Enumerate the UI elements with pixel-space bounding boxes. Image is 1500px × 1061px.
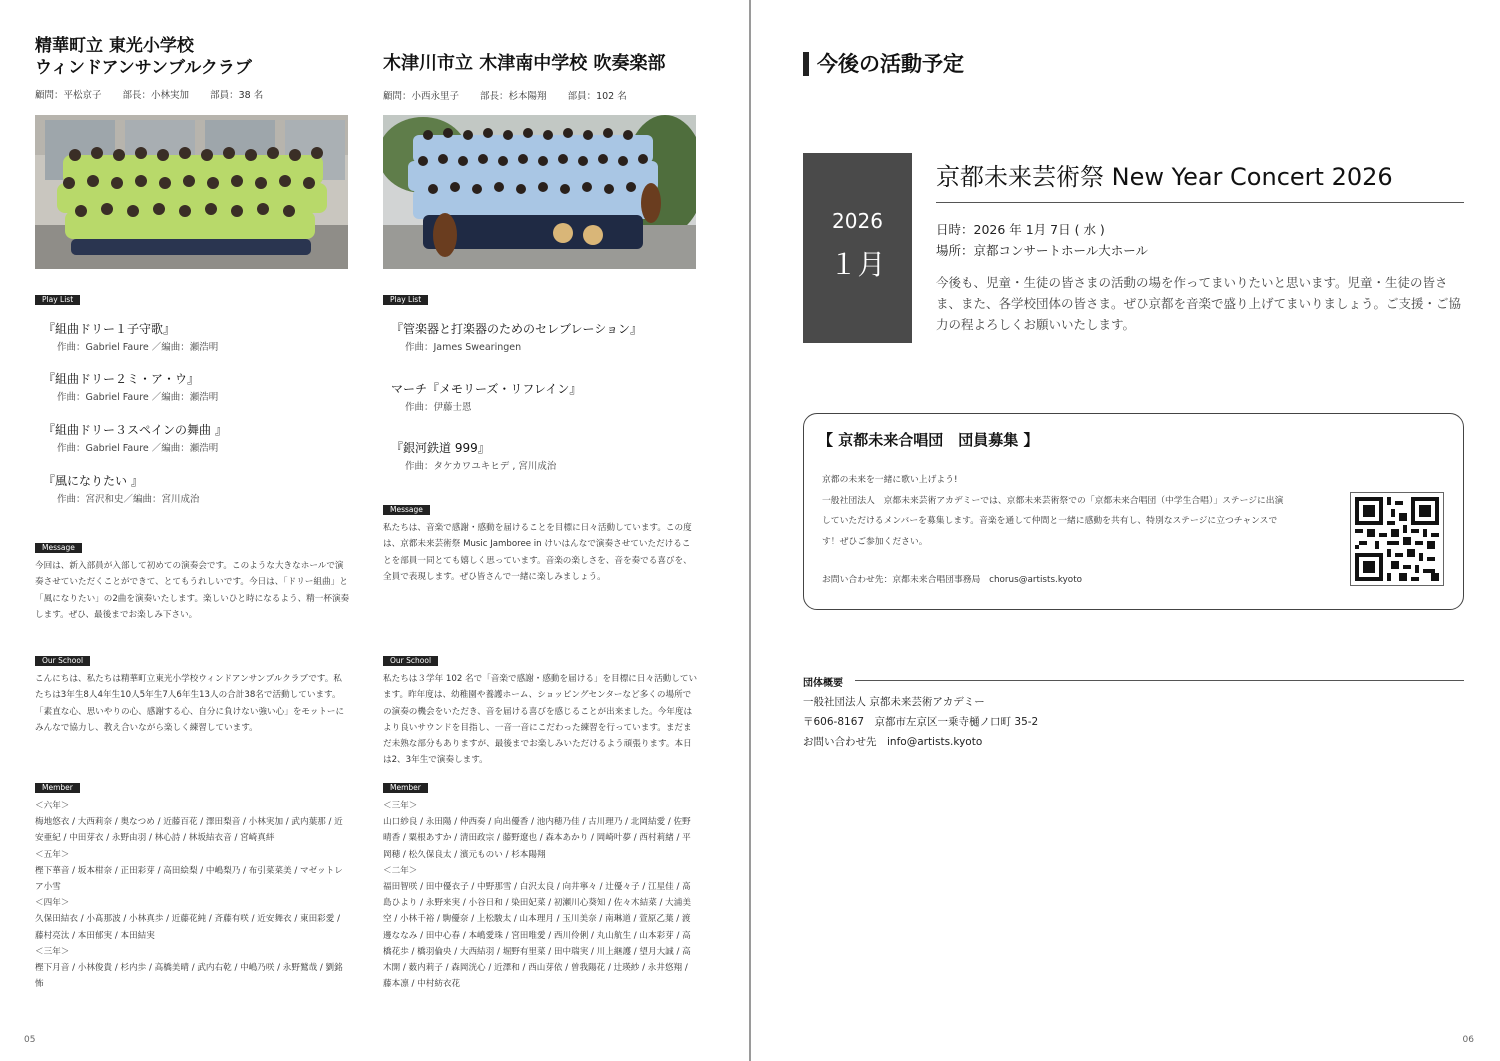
band1-member-tag: Member <box>35 783 80 793</box>
band1-message-tag: Message <box>35 543 82 553</box>
event-title: 京都未来芸術祭 New Year Concert 2026 <box>936 163 1393 191</box>
event-year: 2026 <box>832 209 883 233</box>
recruitment-body: 京都の未来を一緒に歌い上げよう! 一般社団法人 京都未来芸術アカデミーでは、京都未来芸術祭での「京都未来合唱団（中学生合唱）」ステージに出演していただけるメンバーを募集します。音楽を通して仲間と一緒に感動を共有し、特別なステージに立つチャンスです！ぜひご参加ください。 <box>822 475 1284 547</box>
band1-member-list: ＜六年＞ 梅地悠衣 / 大西莉奈 / 奥なつめ / 近藤百花 / 澤田梨音 / 小林実加 / 武内葉那 / 近安亜紀 / 中田芽衣 / 永野由羽 / 林心詩 / 林坂結衣音 / 宮崎真絆 ＜五年＞ 樫下華音 / 坂本柑奈 / 正田彩芽 / 高田絵梨 / 中嶋梨乃 / 布引菜菜美 / マゼットレア小雪 ＜四年＞ 久保田結衣 / 小髙那波 / 小林真歩 / 近藤花純 / 斉藤有咲 / 近安舞衣 / 東田彩愛 / 藤村亮汰 / 本田郁実 / 本田結実 ＜三年＞ 樫下月音 / 小林俊貴 / 杉内歩 / 高橋美晴 / 武内右乾 / 中嶋乃咲 / 永野鷲哉 / 劉銘怖 <box>35 801 343 990</box>
organization-address: 〒606-8167 京都市左京区一乗寺樋ノ口町 35-2 <box>803 716 1039 728</box>
band1-message-text: 今回は、新入部員が入部して初めての演奏会です。このような大きなホールで演奏させていただくことができて、とてもうれしいです。今日は、「ドリー組曲」と「風になりたい」の2曲を演奏いたします。楽しいひと時になるよう、精一杯演奏します。ぜひ、最後までお楽しみ下さい。 <box>35 561 350 620</box>
band1-title: 精華町立 東光小学校 ウィンドアンサンブルクラブ <box>35 36 252 78</box>
band2-song: 『銀河鉄道 999』 作曲：タケカワユキヒデ , 宮川成治 <box>391 441 557 472</box>
band1-group-photo <box>35 115 348 269</box>
right-page <box>751 0 1500 1061</box>
qr-code-icon[interactable] <box>1350 492 1444 586</box>
page-number-left: 05 <box>24 1035 36 1045</box>
event-date: 日時：2026 年 1月 7日 ( 水 ) <box>936 222 1105 237</box>
event-description: 今後も、児童・生徒の皆さまの活動の場を作ってまいりたいと思います。児童・生徒の皆さま、また、各学校団体の皆さま。ぜひ京都を音楽で盛り上げてまいりましょう。ご支援・ご協力の程よろしくお願いいたします。 <box>936 275 1462 332</box>
recruitment-contact: お問い合わせ先：京都未来合唱団事務局 chorus@artists.kyoto <box>822 575 1083 585</box>
recruitment-title: 【 京都未来合唱団 団員募集 】 <box>818 431 1039 449</box>
band2-group-photo <box>383 115 696 269</box>
band1-meta: 顧問：平松京子 部長：小林実加 部員：38 名 <box>35 90 264 101</box>
organization-name: 一般社団法人 京都未来芸術アカデミー <box>803 696 985 708</box>
section-heading: 今後の活動予定 <box>803 50 964 78</box>
band2-title: 木津川市立 木津南中学校 吹奏楽部 <box>383 53 666 74</box>
band1-school-text: こんにちは、私たちは精華町立東光小学校ウィンドアンサンブルクラブです。私たちは3年生8人4年生10人5年生7人6年生13人の合計38名で活動しています。「素直な心、思いやりの心、感謝する心、自分に負けない強い心」をモットーにみんなで協力し、教え合いながら楽しく練習しています。 <box>35 674 345 733</box>
band1-playlist-tag: Play List <box>35 295 80 305</box>
band2-member-list: ＜三年＞ 山口紗良 / 永田陽 / 仲西奏 / 向出優香 / 池内穂乃佳 / 古川理乃 / 北岡結愛 / 佐野晴香 / 粟根あすか / 清田政宗 / 藤野遼也 / 森本あかり / 岡崎叶夢 / 西村莉緒 / 平岡穂 / 松久保良太 / 濱元ものい / 杉本陽翔 ＜二年＞ 福田智咲 / 田中優衣子 / 中野那雪 / 白沢太良 / 向井寧々 / 辻優々子 / 江星佳 / 髙島ひより / 永野来実 / 小谷日和 / 染田妃菜 / 初瀬川心葵知 / 佐々木結菜 / 大浦美空 / 小林千裕 / 駒優奈 / 上松駿太 / 山本理月 / 玉川美奈 / 南琳道 / 萱原乙葉 / 渡邊ななみ / 田中心春 / 本嶋愛珠 / 宮田唯愛 / 西川伶俐 / 丸山航生 / 山本彩芽 / 高橋花歩 / 橋羽倫央 / 大西結羽 / 堀野有里菜 / 田中瑞実 / 川上継護 / 望月大誠 / 高木開 / 薮内莉子 / 森岡洸心 / 近澤和 / 西山芽依 / 曽我陽花 / 辻瑛紗 / 永井悠翔 / 藤本凛 / 中村紡衣花 <box>383 801 691 990</box>
band1-song: 『風になりたい 』 作曲：宮沢和史／編曲：宮川成治 <box>43 474 200 505</box>
event-date-box <box>803 153 912 343</box>
band1-song: 『組曲ドリー１子守歌』 作曲：Gabriel Faure ／編曲：瀬浩明 <box>43 322 219 353</box>
event-month: １月 <box>829 248 886 281</box>
band2-meta: 顧問：小西永里子 部長：杉本陽翔 部員：102 名 <box>383 91 627 102</box>
event-title-rule <box>936 202 1464 203</box>
band2-member-tag: Member <box>383 783 428 793</box>
band1-song: 『組曲ドリー３スペインの舞曲 』 作曲：Gabriel Faure ／編曲：瀬浩明 <box>43 423 227 454</box>
organization-heading: 団体概要 <box>803 678 843 689</box>
band2-song: 『管楽器と打楽器のためのセレブレーション』 作曲：James Swearingen <box>391 322 643 353</box>
band2-school-text: 私たちは３学年 102 名で「音楽で感謝・感動を届ける」を目標に日々活動しています。昨年度は、幼稚園や養護ホーム、ショッピングセンターなど多くの場所での演奏の機会をいただき、音を届ける喜びを感じることが出来ました。今年度はより良いサウンドを目指し、一音一音にこだわった練習を行っています。まだまだ未熟な部分もありますが、最後までお楽しみいただけるよう頑張ります。本日は2、3年生で演奏します。 <box>383 674 698 766</box>
band2-playlist-tag: Play List <box>383 295 428 305</box>
band1-song: 『組曲ドリー２ミ・ア・ウ』 作曲：Gabriel Faure ／編曲：瀬浩明 <box>43 372 219 403</box>
band2-message-tag: Message <box>383 505 430 515</box>
band2-song: マーチ『メモリーズ・リフレイン』 作曲：伊藤士恩 <box>391 382 582 413</box>
band2-school-tag: Our School <box>383 656 438 666</box>
page-number-right: 06 <box>1462 1035 1474 1045</box>
band2-message-text: 私たちは、音楽で感謝・感動を届けることを目標に日々活動しています。この度は、京都未来芸術祭 Music Jamboree in けいはんなで演奏させていただけることを部員一同とても嬉しく思っています。音楽の楽しさを、音を奏でる喜びを、全員で表現します。ぜひ皆さんで一緒に楽しみましょう。 <box>383 523 692 582</box>
band1-school-tag: Our School <box>35 656 90 666</box>
left-page <box>0 0 749 1061</box>
choir-recruitment-box <box>803 413 1464 610</box>
organization-contact: お問い合わせ先 info@artists.kyoto <box>803 736 983 748</box>
event-venue: 場所：京都コンサートホール大ホール <box>936 243 1149 258</box>
organization-rule <box>855 680 1464 681</box>
